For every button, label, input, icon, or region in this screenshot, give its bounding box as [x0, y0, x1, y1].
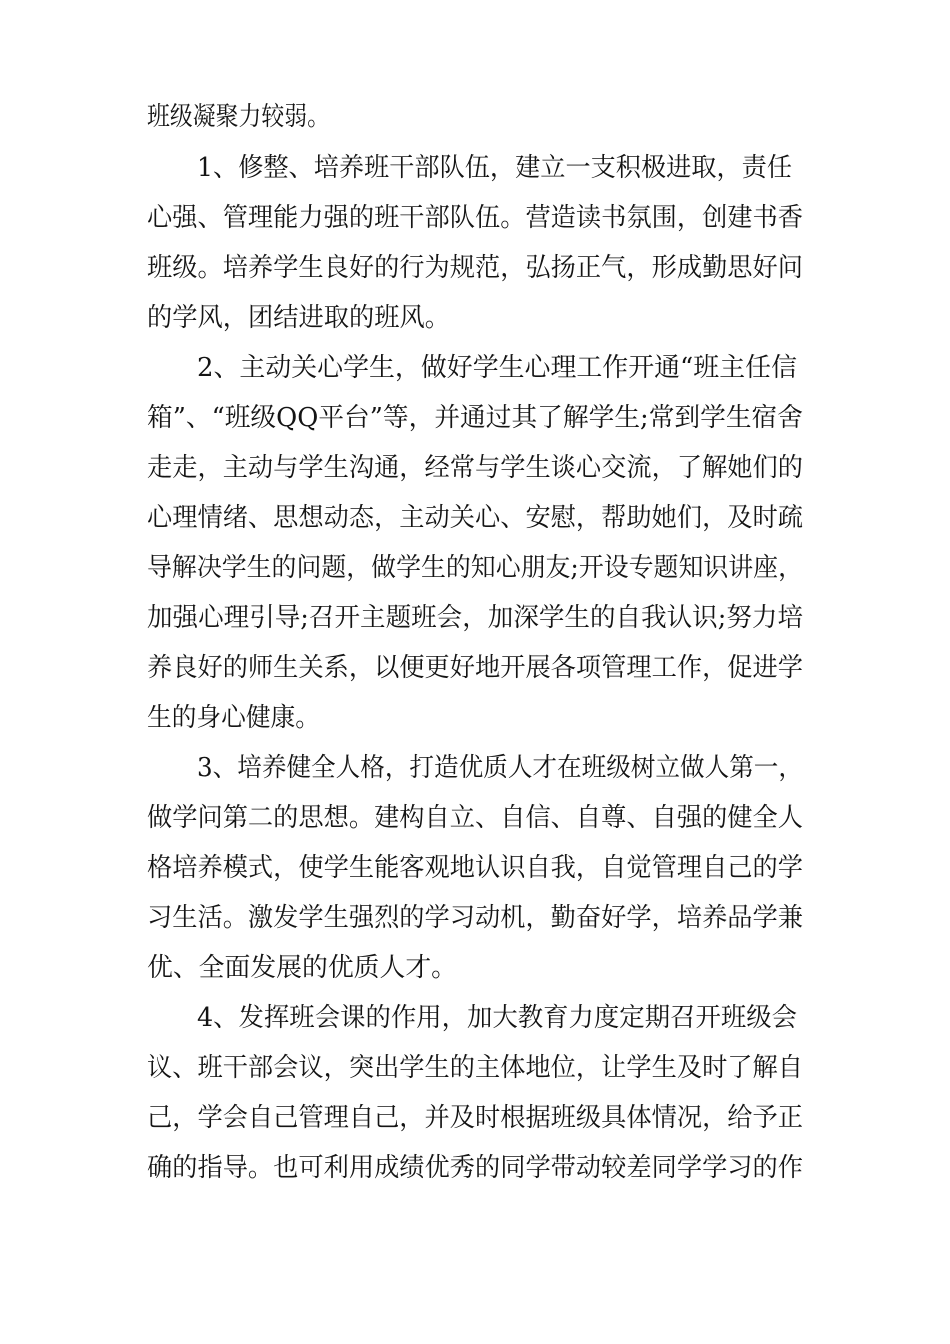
- text-line: [197, 994, 950, 1042]
- text-line: [147, 394, 950, 442]
- text-line-content: 班级凝聚力较弱。: [147, 102, 330, 132]
- text-line-content: 己，学会自己管理自己，并及时根据班级具体情况，给予正: [147, 1103, 803, 1133]
- text-line: [147, 544, 950, 592]
- text-line: [147, 244, 950, 292]
- text-line: [147, 894, 950, 942]
- text-line: [147, 944, 950, 992]
- text-line-content: 2、主动关心学生，做好学生心理工作开通“班主任信: [197, 353, 797, 383]
- text-line-content: 格培养模式，使学生能客观地认识自我，自觉管理自己的学: [147, 853, 803, 883]
- text-line: [147, 794, 950, 842]
- text-line: [147, 644, 950, 692]
- text-line-content: 导解决学生的问题，做学生的知心朋友;开设专题知识讲座，: [147, 553, 803, 583]
- text-line-content: 做学问第二的思想。建构自立、自信、自尊、自强的健全人: [147, 803, 803, 833]
- text-line-content: 养良好的师生关系，以便更好地开展各项管理工作，促进学: [147, 653, 803, 683]
- text-line-content: 班级。培养学生良好的行为规范，弘扬正气，形成勤思好问: [147, 253, 803, 283]
- text-line-content: 心强、管理能力强的班干部队伍。营造读书氛围，创建书香: [147, 203, 803, 233]
- text-line: [147, 294, 950, 342]
- text-line-content: 优、全面发展的优质人才。: [147, 953, 457, 983]
- text-line-content: 习生活。激发学生强烈的学习动机，勤奋好学，培养品学兼: [147, 903, 803, 933]
- text-line: [197, 144, 950, 192]
- text-line-content: 加强心理引导;召开主题班会，加深学生的自我认识;努力培: [147, 603, 803, 633]
- text-line: [147, 194, 950, 242]
- text-line: [147, 494, 950, 542]
- text-line: [197, 744, 950, 792]
- text-line: [147, 444, 950, 492]
- text-line: [147, 93, 950, 141]
- text-line-content: 议、班干部会议，突出学生的主体地位，让学生及时了解自: [147, 1053, 803, 1083]
- text-line-content: 确的指导。也可利用成绩优秀的同学带动较差同学学习的作: [147, 1153, 803, 1183]
- text-line: [147, 1094, 950, 1142]
- text-line-content: 心理情绪、思想动态，主动关心、安慰，帮助她们，及时疏: [147, 503, 803, 533]
- text-line: [147, 1144, 950, 1192]
- text-line-content: 4、发挥班会课的作用，加大教育力度定期召开班级会: [197, 1003, 797, 1033]
- text-line: [147, 594, 950, 642]
- text-line-content: 箱”、“班级QQ平台”等，并通过其了解学生;常到学生宿舍: [147, 403, 803, 433]
- text-line-content: 的学风，团结进取的班风。: [147, 303, 450, 333]
- text-line-content: 走走，主动与学生沟通，经常与学生谈心交流，了解她们的: [147, 453, 803, 483]
- text-line: [197, 344, 950, 392]
- text-line: [147, 1044, 950, 1092]
- text-line-content: 1、修整、培养班干部队伍，建立一支积极进取，责任: [197, 153, 792, 183]
- text-line: [147, 694, 950, 742]
- text-line: [147, 844, 950, 892]
- text-line-content: 生的身心健康。: [147, 703, 320, 733]
- text-line-content: 3、培养健全人格，打造优质人才在班级树立做人第一，: [197, 753, 803, 783]
